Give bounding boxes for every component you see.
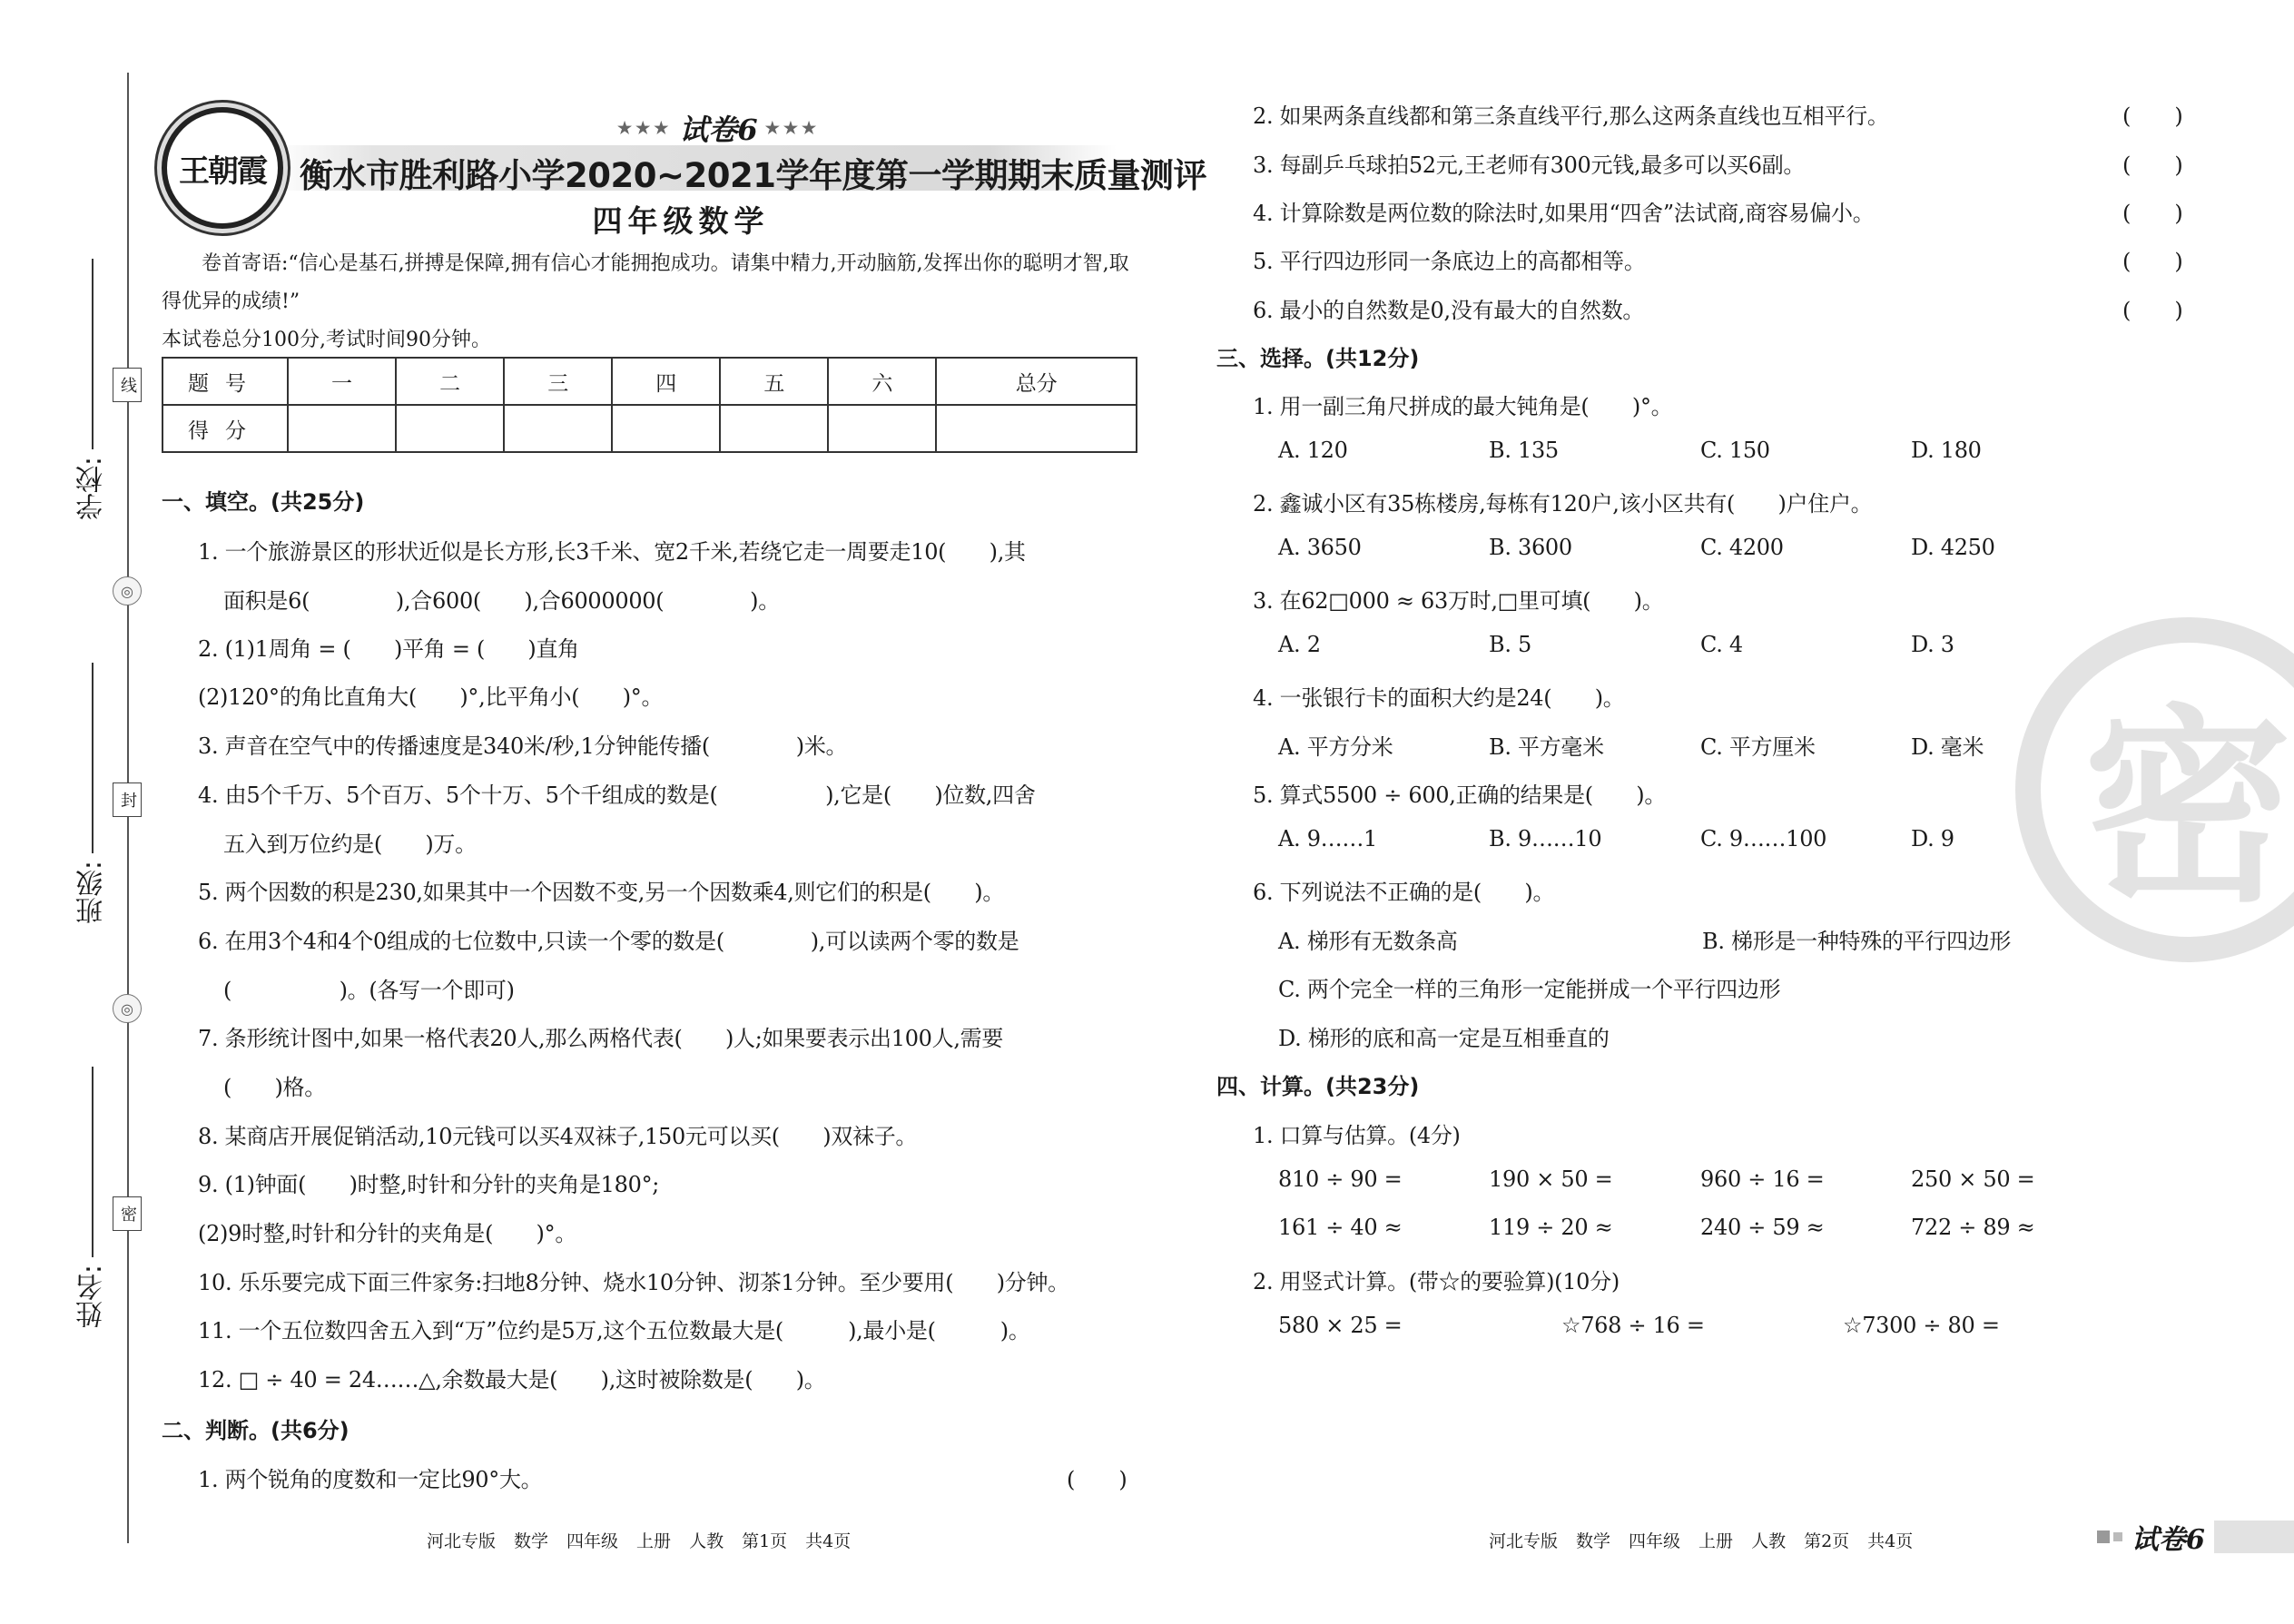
footer-item: 人教 [689,1531,724,1551]
vertical-calc-item: 580 × 25 = [1278,1313,1403,1338]
choice-stem: 4. 一张银行卡的面积大约是24( )。 [1253,685,1625,711]
oral-item: 250 × 50 = [1911,1166,2035,1192]
choice-option[interactable]: C. 4200 [1700,535,1784,560]
choice-option[interactable]: C. 平方厘米 [1700,734,1816,760]
choice-stem: 3. 在62□000 ≈ 63万时,□里可填( )。 [1253,588,1664,614]
answer-paren[interactable]: ( ) [2122,103,2183,129]
choice-stem: 5. 算式5500 ÷ 600,正确的结果是( )。 [1253,782,1667,808]
judge-item: 3. 每副乒乓球拍52元,王老师有300元钱,最多可以买6副。 [1253,153,1806,178]
fill-line: 2. (1)1周角 = ( )平角 = ( )直角 [198,636,579,662]
exam-subtitle [0,198,1171,241]
footer-item: 第2页 [1804,1531,1850,1551]
star-icon: ★★★ [617,118,673,138]
fill-line: (2)9时整,时针和分针的夹角是( )°。 [198,1221,577,1246]
oral-item: 960 ÷ 16 = [1700,1166,1825,1192]
square-icon [2097,1530,2110,1543]
answer-paren[interactable]: ( ) [1067,1467,1127,1492]
fill-line: 12. □ ÷ 40 = 24……△,余数最大是( ),这时被除数是( )。 [198,1367,826,1393]
binding-mark-seal: 封 [113,782,142,817]
fill-line: ( )。(各写一个即可) [223,978,515,1003]
footer-item: 上册 [1698,1531,1734,1551]
judge-item: 5. 平行四边形同一条底边上的高都相等。 [1253,249,1646,274]
fill-line: 6. 在用3个4和4个0组成的七位数中,只读一个零的数是( ),可以读两个零的数是 [198,929,1019,954]
page-footer-left [427,1528,869,1552]
score-header-cell: 六 [828,358,936,405]
fill-line: 5. 两个因数的积是230,如果其中一个因数不变,另一个因数乘4,则它们的积是( )。 [198,880,1005,905]
score-label-cell: 得分 [162,405,288,452]
choice-stem: 2. 鑫诚小区有35栋楼房,每栋有120户,该小区共有( )户住户。 [1253,491,1873,517]
score-header-cell: 四 [612,358,720,405]
fill-line: 面积是6( ),合600( ),合6000000( )。 [223,588,780,614]
choice-option[interactable]: A. 梯形有无数条高 [1278,929,1458,954]
choice-option[interactable]: B. 5 [1489,632,1531,657]
intro-message: 卷首寄语:“信心是基石,拼搏是保障,拥有信心才能拥抱成功。请集中精力,开动脑筋,发挥出你的聪明才智,取得优异的成绩!” [162,252,1129,313]
name-underline [92,1067,94,1257]
choice-option[interactable]: D. 梯形的底和高一定是互相垂直的 [1278,1026,1610,1051]
series-text: 试卷6 [679,113,758,147]
score-value-row [162,405,1137,452]
choice-option[interactable]: B. 梯形是一种特殊的平行四边形 [1702,929,2012,954]
footer-item: 数学 [514,1531,549,1551]
score-header-cell: 一 [288,358,396,405]
footer-item: 四年级 [1629,1531,1681,1551]
footer-item: 共4页 [1867,1531,1914,1551]
choice-option[interactable]: D. 3 [1911,632,1954,657]
choice-option[interactable]: B. 平方毫米 [1489,734,1604,760]
footer-item: 数学 [1576,1531,1611,1551]
name-label: 姓名: [76,1265,108,1329]
section-heading-calc: 四、计算。(共23分) [1216,1074,1420,1099]
score-header-cell: 五 [720,358,828,405]
exam-info: 本试卷总分100分,考试时间90分钟。 [162,329,491,351]
footer-item: 第1页 [742,1531,788,1551]
score-header-cell: 题号 [162,358,288,405]
answer-paren[interactable]: ( ) [2122,249,2183,274]
binding-mark-secret: 密 [113,1196,142,1231]
score-cell[interactable] [720,405,828,452]
choice-option[interactable]: A. 平方分米 [1278,734,1393,760]
fill-line: 五入到万位约是( )万。 [223,832,477,857]
fill-line: 1. 一个旅游景区的形状近似是长方形,长3千米、宽2千米,若绕它走一周要走10( ),其 [198,539,1026,565]
score-cell[interactable] [504,405,612,452]
choice-option[interactable]: A. 2 [1278,632,1321,657]
corner-bar [2214,1521,2294,1553]
class-label: 班级: [76,861,108,925]
class-underline [92,663,94,853]
vertical-calc-item: ☆7300 ÷ 80 = [1843,1313,2000,1338]
score-table [162,357,1137,453]
logo-text: 王朝霞 [179,153,266,190]
oral-item: 190 × 50 = [1489,1166,1613,1192]
choice-option[interactable]: D. 毫米 [1911,734,1984,760]
oral-item: 161 ÷ 40 ≈ [1278,1215,1403,1240]
footer-item: 河北专版 [427,1531,497,1551]
choice-option[interactable]: C. 4 [1700,632,1743,657]
choice-option[interactable]: B. 135 [1489,438,1559,463]
square-icon [2113,1532,2122,1541]
section-heading-choice: 三、选择。(共12分) [1216,346,1420,371]
choice-option[interactable]: A. 3650 [1278,535,1362,560]
fill-line: 10. 乐乐要完成下面三件家务:扫地8分钟、烧水10分钟、沏茶1分钟。至少要用( )分钟。 [198,1270,1069,1295]
seal-char: 密 [2082,687,2292,930]
choice-option[interactable]: B. 3600 [1489,535,1572,560]
subtitle-text: 四年级数学 [592,203,770,239]
choice-option[interactable]: C. 150 [1700,438,1770,463]
score-cell[interactable] [936,405,1137,452]
footer-item: 上册 [636,1531,672,1551]
score-cell[interactable] [288,405,396,452]
choice-option[interactable]: A. 9……1 [1278,826,1378,851]
oral-item: 810 ÷ 90 = [1278,1166,1403,1192]
score-cell[interactable] [828,405,936,452]
judge-item: 6. 最小的自然数是0,没有最大的自然数。 [1253,298,1645,323]
choice-option[interactable]: A. 120 [1278,438,1348,463]
exam-title: 衡水市胜利路小学2020~2021学年度第一学期期末质量测评 [300,156,1206,195]
binding-dot-icon: ◎ [113,576,142,605]
section-heading-judge: 二、判断。(共6分) [162,1418,350,1443]
answer-paren[interactable]: ( ) [2122,153,2183,178]
fill-line: 4. 由5个千万、5个百万、5个十万、5个千组成的数是( ),它是( )位数,四舍 [198,782,1036,808]
right-page [1171,0,2294,1624]
section-heading-fill: 一、填空。(共25分) [162,489,365,515]
choice-option[interactable]: C. 两个完全一样的三角形一定能拼成一个平行四边形 [1278,977,1781,1002]
fill-line: 8. 某商店开展促销活动,10元钱可以买4双袜子,150元可以买( )双袜子。 [198,1124,918,1149]
school-label: 学校: [76,457,108,521]
choice-stem: 1. 用一副三角尺拼成的最大钝角是( )°。 [1253,394,1673,419]
binding-mark-line: 线 [113,368,142,402]
fill-line: 7. 条形统计图中,如果一格代表20人,那么两格代表( )人;如果要表示出100人,需要 [198,1026,1004,1051]
series-label [617,107,820,149]
corner-tab [2097,1516,2294,1558]
vertical-calc-item: ☆768 ÷ 16 = [1561,1313,1705,1338]
score-cell[interactable] [612,405,720,452]
score-header-cell: 二 [396,358,504,405]
judge-item: 1. 两个锐角的度数和一定比90°大。 [198,1467,543,1492]
score-header-cell: 总分 [936,358,1137,405]
choice-option[interactable]: D. 4250 [1911,535,1995,560]
choice-stem: 6. 下列说法不正确的是( )。 [1253,880,1555,905]
fill-line: 9. (1)钟面( )时整,时针和分针的夹角是180°; [198,1172,660,1197]
score-header-row [162,358,1137,405]
oral-item: 119 ÷ 20 ≈ [1489,1215,1613,1240]
calc-subheading: 1. 口算与估算。(4分) [1253,1123,1461,1148]
school-underline [92,259,94,449]
footer-item: 四年级 [566,1531,619,1551]
score-header-cell: 三 [504,358,612,405]
choice-option[interactable]: C. 9……100 [1700,826,1827,851]
oral-item: 240 ÷ 59 ≈ [1700,1215,1825,1240]
fill-line: 11. 一个五位数四舍五入到“万”位约是5万,这个五位数最大是( ),最小是( )。 [198,1318,1030,1343]
footer-item: 共4页 [805,1531,852,1551]
fill-line: ( )格。 [223,1075,326,1100]
score-cell[interactable] [396,405,504,452]
judge-item: 2. 如果两条直线都和第三条直线平行,那么这两条直线也互相平行。 [1253,103,1889,129]
fill-line: 3. 声音在空气中的传播速度是340米/秒,1分钟能传播( )米。 [198,733,848,759]
footer-item: 河北专版 [1489,1531,1559,1551]
star-icon: ★★★ [764,118,821,138]
binding-strip [0,0,159,1624]
page-footer-right [1489,1528,1931,1552]
answer-paren[interactable]: ( ) [2122,298,2183,323]
footer-item: 人教 [1751,1531,1787,1551]
oral-item: 722 ÷ 89 ≈ [1911,1215,2035,1240]
corner-label: 试卷6 [2132,1517,2214,1557]
choice-option[interactable]: D. 9 [1911,826,1954,851]
intro-block [162,245,1137,359]
judge-item: 4. 计算除数是两位数的除法时,如果用“四舍”法试商,商容易偏小。 [1253,201,1875,226]
fill-line: (2)120°的角比直角大( )°,比平角小( )°。 [198,684,664,710]
binding-dot-icon: ◎ [113,994,142,1023]
answer-paren[interactable]: ( ) [2122,201,2183,226]
choice-option[interactable]: B. 9……10 [1489,826,1602,851]
choice-option[interactable]: D. 180 [1911,438,1982,463]
calc-subheading: 2. 用竖式计算。(带☆的要验算)(10分) [1253,1269,1620,1294]
